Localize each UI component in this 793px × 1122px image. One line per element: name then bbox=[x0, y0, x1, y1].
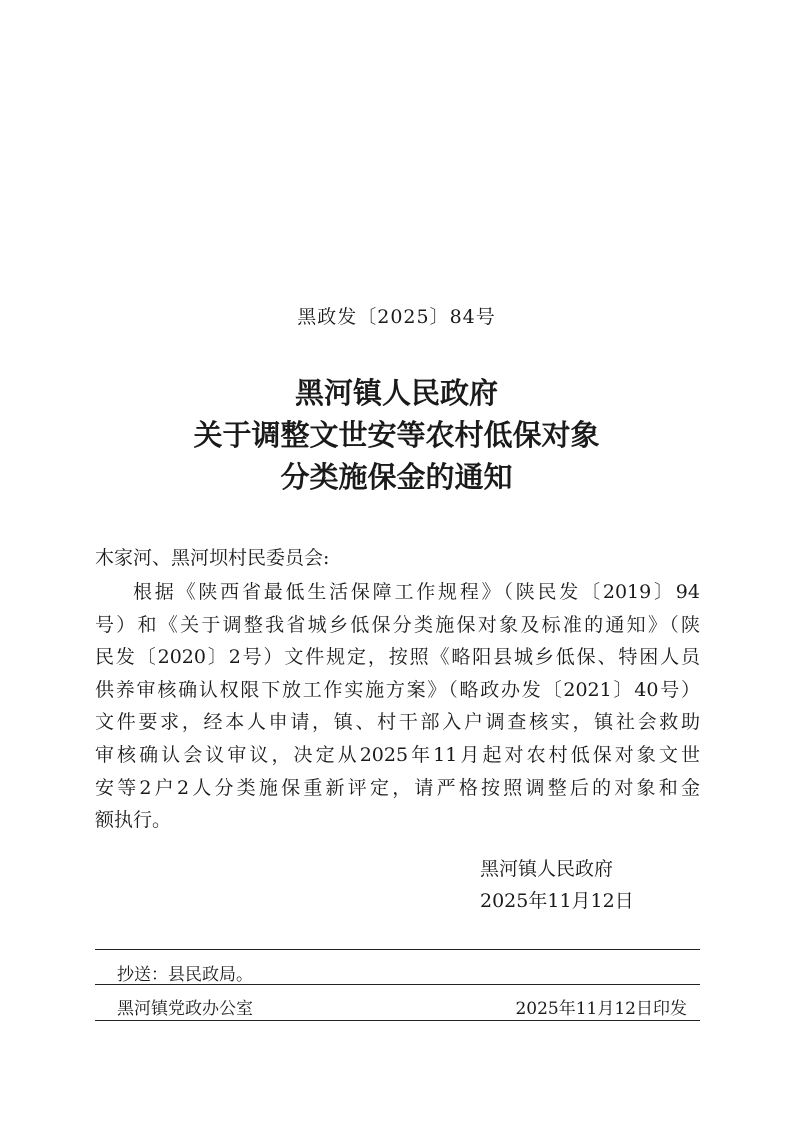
body-text bbox=[95, 576, 700, 837]
body-line: 审核确认会议审议，决定从2025年11月起对农村低保对象文世 bbox=[95, 743, 700, 766]
title-line-1: 黑河镇人民政府 bbox=[294, 376, 498, 410]
footer-divider-top bbox=[95, 949, 700, 950]
recipient: 木家河、黑河坝村民委员会: bbox=[95, 547, 330, 569]
body-line: 民发〔2020〕2号）文件规定，按照《略阳县城乡低保、特困人员 bbox=[95, 646, 700, 669]
body-line: 根据《陕西省最低生活保障工作规程》（陕民发〔2019〕94 bbox=[133, 581, 700, 603]
signature-date: 2025年11月12日 bbox=[480, 890, 634, 912]
body-line: 文件要求，经本人申请，镇、村干部入户调查核实，镇社会救助 bbox=[95, 711, 700, 734]
title-line-3: 分类施保金的通知 bbox=[280, 460, 513, 494]
body-line: 号）和《关于调整我省城乡低保分类施保对象及标准的通知》（陕 bbox=[95, 613, 700, 636]
signature-org: 黑河镇人民政府 bbox=[480, 858, 614, 880]
footer-divider-bottom bbox=[95, 1020, 700, 1021]
issuing-office: 黑河镇党政办公室 bbox=[117, 999, 253, 1019]
body-line: 额执行。 bbox=[95, 809, 172, 832]
document-title bbox=[0, 372, 793, 498]
document-number: 黑政发〔2025〕84号 bbox=[297, 306, 496, 328]
body-line: 安等2户2人分类施保重新评定，请严格按照调整后的对象和金 bbox=[95, 776, 700, 799]
footer-divider-middle bbox=[95, 984, 700, 985]
issue-date: 2025年11月12日印发 bbox=[515, 999, 687, 1019]
title-line-2: 关于调整文世安等农村低保对象 bbox=[193, 418, 600, 452]
cc-line: 抄送：县民政局。 bbox=[117, 965, 253, 985]
body-line: 供养审核确认权限下放工作实施方案》（略政办发〔2021〕40号） bbox=[95, 678, 700, 701]
